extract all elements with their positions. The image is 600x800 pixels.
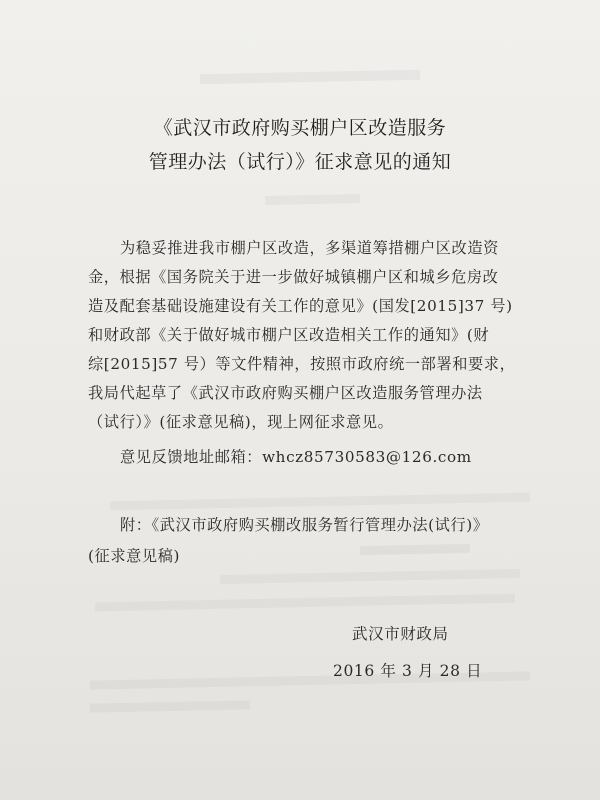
- signature-date: 2016 年 3 月 28 日: [333, 662, 483, 680]
- notice-title-line-1: 《武汉市政府购买棚户区改造服务: [153, 117, 447, 139]
- bleed-through-mark: [265, 194, 360, 205]
- signature-organization: 武汉市财政局: [352, 625, 449, 643]
- paragraph-line: 综[2015]57 号）等文件精神，按照市政府统一部署和要求，: [88, 355, 516, 373]
- paragraph-line: 金，根据《国务院关于进一步做好城镇棚户区和城乡危房改: [88, 268, 499, 286]
- bleed-through-mark: [90, 700, 250, 712]
- paragraph-line: 我局代起草了《武汉市政府购买棚户区改造服务管理办法: [88, 384, 483, 402]
- attachment-line-2: (征求意见稿): [88, 547, 180, 565]
- bleed-through-mark: [360, 544, 470, 555]
- paragraph-line: 和财政部《关于做好城市棚户区改造相关工作的通知》(财: [88, 326, 490, 344]
- bleed-through-mark: [95, 594, 515, 612]
- paragraph-line: 造及配套基础设施建设有关工作的意见》(国发[2015]37 号): [88, 297, 513, 315]
- paragraph-line: （试行）》(征求意见稿)，现上网征求意见。: [88, 413, 394, 431]
- bleed-through-mark: [220, 569, 520, 584]
- feedback-email-line: 意见反馈地址邮箱：whcz85730583@126.com: [120, 448, 472, 466]
- attachment-line-1: 附：《武汉市政府购买棚改服务暂行管理办法(试行)》: [120, 516, 489, 534]
- bleed-through-mark: [200, 70, 420, 85]
- paragraph-line: 为稳妥推进我市棚户区改造，多渠道筹措棚户区改造资: [120, 239, 499, 257]
- bleed-through-mark: [110, 493, 530, 511]
- notice-title-line-2: 管理办法（试行）》征求意见的通知: [148, 151, 452, 173]
